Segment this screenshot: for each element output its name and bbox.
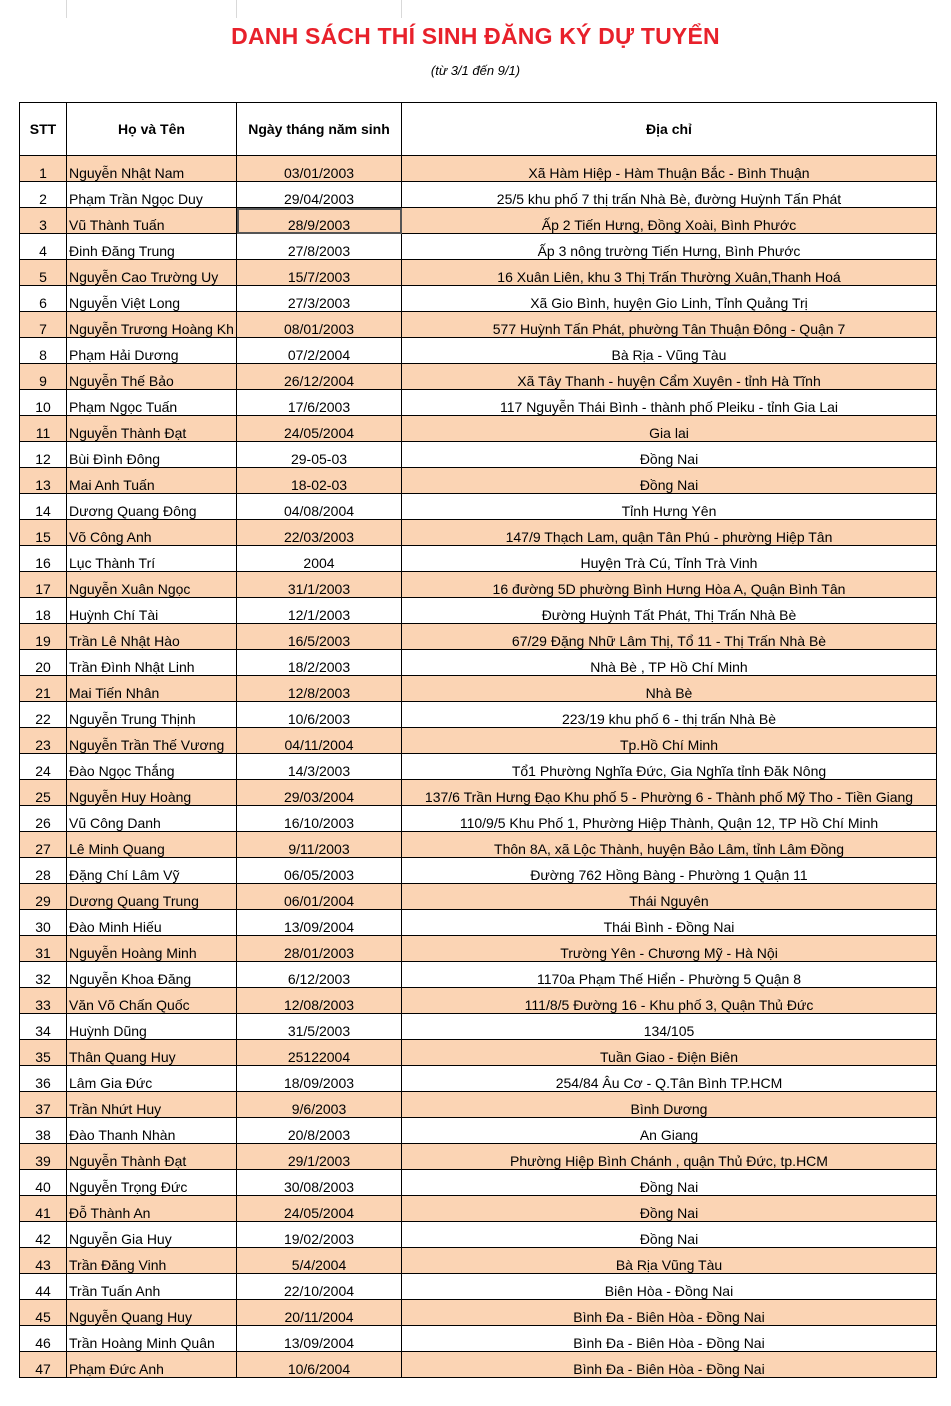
- cell-name[interactable]: Bùi Đình Đông: [67, 442, 237, 468]
- cell-stt[interactable]: 16: [20, 546, 67, 572]
- cell-stt[interactable]: 7: [20, 312, 67, 338]
- table-row: [20, 598, 937, 624]
- cell-dob[interactable]: 26/12/2004: [237, 364, 402, 390]
- cell-stt[interactable]: 25: [20, 780, 67, 806]
- table-row: [20, 1196, 937, 1222]
- cell-dob[interactable]: 27/8/2003: [237, 234, 402, 260]
- cell-stt[interactable]: 38: [20, 1118, 67, 1144]
- cell-address[interactable]: Tổ1 Phường Nghĩa Đức, Gia Nghĩa tỉnh Đăk Nông: [402, 754, 937, 780]
- cell-address[interactable]: Xã Hàm Hiệp - Hàm Thuận Bắc - Bình Thuận: [402, 156, 937, 182]
- cell-address[interactable]: 1170a Phạm Thế Hiển - Phường 5 Quận 8: [402, 962, 937, 988]
- table-row: [20, 988, 937, 1014]
- cell-address[interactable]: Tỉnh Hưng Yên: [402, 494, 937, 520]
- cell-dob[interactable]: 2004: [237, 546, 402, 572]
- cell-name[interactable]: Dương Quang Trung: [67, 884, 237, 910]
- cell-stt[interactable]: 23: [20, 728, 67, 754]
- table-row: [20, 936, 937, 962]
- cell-name[interactable]: Nguyễn Trương Hoàng Kh: [67, 312, 237, 338]
- cell-stt[interactable]: 8: [20, 338, 67, 364]
- table-row: [20, 572, 937, 598]
- gridline: [66, 0, 67, 18]
- cell-address[interactable]: Bình Đa - Biên Hòa - Đồng Nai: [402, 1326, 937, 1352]
- cell-name[interactable]: Lâm Gia Đức: [67, 1066, 237, 1092]
- cell-name[interactable]: Phạm Trần Ngọc Duy: [67, 182, 237, 208]
- cell-name[interactable]: Đào Minh Hiếu: [67, 910, 237, 936]
- cell-name[interactable]: Nguyễn Khoa Đăng: [67, 962, 237, 988]
- cell-address[interactable]: Đường Huỳnh Tất Phát, Thị Trấn Nhà Bè: [402, 598, 937, 624]
- cell-address[interactable]: Thái Bình - Đồng Nai: [402, 910, 937, 936]
- table-row: [20, 338, 937, 364]
- cell-address[interactable]: Đồng Nai: [402, 1170, 937, 1196]
- cell-dob[interactable]: 12/8/2003: [237, 676, 402, 702]
- cell-address[interactable]: 110/9/5 Khu Phố 1, Phường Hiệp Thành, Quận 12, TP Hồ Chí Minh: [402, 806, 937, 832]
- cell-address[interactable]: Huyện Trà Cú, Tỉnh Trà Vinh: [402, 546, 937, 572]
- cell-dob[interactable]: 16/10/2003: [237, 806, 402, 832]
- cell-name[interactable]: Nguyễn Cao Trường Uy: [67, 260, 237, 286]
- page-subtitle: (từ 3/1 đến 9/1): [430, 63, 521, 78]
- cell-name[interactable]: Mai Tiến Nhân: [67, 676, 237, 702]
- table-row: [20, 728, 937, 754]
- table-row: [20, 832, 937, 858]
- cell-dob[interactable]: 03/01/2003: [237, 156, 402, 182]
- cell-name[interactable]: Đào Thanh Nhàn: [67, 1118, 237, 1144]
- table-row: [20, 442, 937, 468]
- cell-stt[interactable]: 21: [20, 676, 67, 702]
- cell-dob[interactable]: 28/01/2003: [237, 936, 402, 962]
- cell-name[interactable]: Nguyễn Việt Long: [67, 286, 237, 312]
- cell-dob[interactable]: 06/05/2003: [237, 858, 402, 884]
- cell-address[interactable]: 16 Xuân Liên, khu 3 Thị Trấn Thường Xuân,Thanh Hoá: [402, 260, 937, 286]
- cell-stt[interactable]: 26: [20, 806, 67, 832]
- table-row: [20, 156, 937, 182]
- cell-stt[interactable]: 1: [20, 156, 67, 182]
- cell-dob[interactable]: 29/04/2003: [237, 182, 402, 208]
- cell-name[interactable]: Thân Quang Huy: [67, 1040, 237, 1066]
- cell-address[interactable]: Nhà Bè , TP Hồ Chí Minh: [402, 650, 937, 676]
- cell-address[interactable]: 137/6 Trần Hưng Đạo Khu phố 5 - Phường 6 - Thành phố Mỹ Tho - Tiền Giang: [402, 780, 937, 806]
- cell-name[interactable]: Trần Đình Nhật Linh: [67, 650, 237, 676]
- table-row: [20, 702, 937, 728]
- cell-dob[interactable]: 5/4/2004: [237, 1248, 402, 1274]
- cell-dob[interactable]: 14/3/2003: [237, 754, 402, 780]
- cell-address[interactable]: Ấp 3 nông trường Tiến Hưng, Bình Phước: [402, 234, 937, 260]
- cell-name[interactable]: Dương Quang Đông: [67, 494, 237, 520]
- cell-name[interactable]: Nguyễn Xuân Ngọc: [67, 572, 237, 598]
- cell-dob[interactable]: 06/01/2004: [237, 884, 402, 910]
- table-row: [20, 1040, 937, 1066]
- cell-address[interactable]: Bà Rịa Vũng Tàu: [402, 1248, 937, 1274]
- cell-stt[interactable]: 28: [20, 858, 67, 884]
- table-row: [20, 962, 937, 988]
- table-row: [20, 1274, 937, 1300]
- table-row: [20, 1222, 937, 1248]
- cell-address[interactable]: Thái Nguyên: [402, 884, 937, 910]
- table-row: [20, 1326, 937, 1352]
- candidate-table: [19, 102, 937, 1378]
- cell-dob[interactable]: 04/11/2004: [237, 728, 402, 754]
- cell-dob[interactable]: 30/08/2003: [237, 1170, 402, 1196]
- cell-stt[interactable]: 47: [20, 1352, 67, 1378]
- table-row: [20, 1248, 937, 1274]
- cell-stt[interactable]: 44: [20, 1274, 67, 1300]
- cell-dob[interactable]: 19/02/2003: [237, 1222, 402, 1248]
- cell-stt[interactable]: 24: [20, 754, 67, 780]
- cell-address[interactable]: Bà Rịa - Vũng Tàu: [402, 338, 937, 364]
- cell-address[interactable]: Thôn 8A, xã Lộc Thành, huyện Bảo Lâm, tỉnh Lâm Đồng: [402, 832, 937, 858]
- cell-stt[interactable]: 13: [20, 468, 67, 494]
- table-row: [20, 1170, 937, 1196]
- cell-stt[interactable]: 27: [20, 832, 67, 858]
- cell-stt[interactable]: 11: [20, 416, 67, 442]
- cell-dob[interactable]: 10/6/2004: [237, 1352, 402, 1378]
- cell-name[interactable]: Trần Lê Nhật Hào: [67, 624, 237, 650]
- cell-dob[interactable]: 24/05/2004: [237, 416, 402, 442]
- cell-address[interactable]: An Giang: [402, 1118, 937, 1144]
- table-row: [20, 234, 937, 260]
- cell-address[interactable]: 16 đường 5D phường Bình Hưng Hòa A, Quận Bình Tân: [402, 572, 937, 598]
- cell-name[interactable]: Lục Thành Trí: [67, 546, 237, 572]
- cell-name[interactable]: Đinh Đăng Trung: [67, 234, 237, 260]
- cell-name[interactable]: Nguyễn Nhật Nam: [67, 156, 237, 182]
- table-row: [20, 858, 937, 884]
- cell-address[interactable]: 223/19 khu phố 6 - thị trấn Nhà Bè: [402, 702, 937, 728]
- cell-address[interactable]: Đồng Nai: [402, 1196, 937, 1222]
- cell-stt[interactable]: 41: [20, 1196, 67, 1222]
- table-row: [20, 624, 937, 650]
- cell-address[interactable]: Ấp 2 Tiến Hưng, Đồng Xoài, Bình Phước: [402, 208, 937, 234]
- table-row: [20, 364, 937, 390]
- cell-name[interactable]: Nguyễn Trung Thịnh: [67, 702, 237, 728]
- cell-name[interactable]: Vũ Thành Tuấn: [67, 208, 237, 234]
- cell-stt[interactable]: 15: [20, 520, 67, 546]
- table-row: [20, 1352, 937, 1378]
- cell-address[interactable]: Bình Đa - Biên Hòa - Đồng Nai: [402, 1352, 937, 1378]
- table-row: [20, 1300, 937, 1326]
- page-title: DANH SÁCH THÍ SINH ĐĂNG KÝ DỰ TUYỂN: [231, 23, 720, 49]
- table-row: [20, 754, 937, 780]
- cell-stt[interactable]: 12: [20, 442, 67, 468]
- cell-address[interactable]: 111/8/5 Đường 16 - Khu phố 3, Quận Thủ Đức: [402, 988, 937, 1014]
- cell-address[interactable]: 254/84 Âu Cơ - Q.Tân Bình TP.HCM: [402, 1066, 937, 1092]
- cell-stt[interactable]: 46: [20, 1326, 67, 1352]
- cell-dob[interactable]: 20/11/2004: [237, 1300, 402, 1326]
- cell-address[interactable]: Đồng Nai: [402, 442, 937, 468]
- cell-name[interactable]: Trần Đăng Vinh: [67, 1248, 237, 1274]
- cell-dob[interactable]: 17/6/2003: [237, 390, 402, 416]
- table-row: [20, 780, 937, 806]
- cell-dob[interactable]: 13/09/2004: [237, 910, 402, 936]
- cell-name[interactable]: Nguyễn Thế Bảo: [67, 364, 237, 390]
- cell-stt[interactable]: 2: [20, 182, 67, 208]
- cell-address[interactable]: Gia lai: [402, 416, 937, 442]
- cell-name[interactable]: Phạm Ngọc Tuấn: [67, 390, 237, 416]
- table-row: [20, 494, 937, 520]
- cell-name[interactable]: Đỗ Thành An: [67, 1196, 237, 1222]
- table-row: [20, 1014, 937, 1040]
- cell-address[interactable]: Bình Đa - Biên Hòa - Đồng Nai: [402, 1300, 937, 1326]
- cell-dob[interactable]: 25122004: [237, 1040, 402, 1066]
- cell-address[interactable]: Bình Dương: [402, 1092, 937, 1118]
- cell-address[interactable]: Tp.Hồ Chí Minh: [402, 728, 937, 754]
- cell-name[interactable]: Huỳnh Chí Tài: [67, 598, 237, 624]
- cell-stt[interactable]: 29: [20, 884, 67, 910]
- cell-name[interactable]: Nguyễn Trọng Đức: [67, 1170, 237, 1196]
- table-row: [20, 416, 937, 442]
- cell-dob[interactable]: 07/2/2004: [237, 338, 402, 364]
- cell-stt[interactable]: 19: [20, 624, 67, 650]
- cell-dob[interactable]: 18/09/2003: [237, 1066, 402, 1092]
- cell-stt[interactable]: 14: [20, 494, 67, 520]
- cell-dob[interactable]: 18/2/2003: [237, 650, 402, 676]
- cell-name[interactable]: Văn Võ Chấn Quốc: [67, 988, 237, 1014]
- table-row: [20, 390, 937, 416]
- cell-dob[interactable]: 13/09/2004: [237, 1326, 402, 1352]
- cell-dob[interactable]: 04/08/2004: [237, 494, 402, 520]
- cell-name[interactable]: Nguyễn Huy Hoàng: [67, 780, 237, 806]
- cell-name[interactable]: Trần Nhứt Huy: [67, 1092, 237, 1118]
- header-dob[interactable]: Ngày tháng năm sinh: [237, 103, 402, 156]
- cell-name[interactable]: Đặng Chí Lâm Vỹ: [67, 858, 237, 884]
- cell-dob[interactable]: 29/1/2003: [237, 1144, 402, 1170]
- cell-stt[interactable]: 36: [20, 1066, 67, 1092]
- cell-name[interactable]: Nguyễn Gia Huy: [67, 1222, 237, 1248]
- cell-dob[interactable]: 22/10/2004: [237, 1274, 402, 1300]
- cell-name[interactable]: Mai Anh Tuấn: [67, 468, 237, 494]
- cell-stt[interactable]: 40: [20, 1170, 67, 1196]
- table-row: [20, 260, 937, 286]
- cell-dob[interactable]: 27/3/2003: [237, 286, 402, 312]
- cell-stt[interactable]: 10: [20, 390, 67, 416]
- cell-stt[interactable]: 42: [20, 1222, 67, 1248]
- cell-stt[interactable]: 9: [20, 364, 67, 390]
- cell-stt[interactable]: 20: [20, 650, 67, 676]
- cell-dob[interactable]: 10/6/2003: [237, 702, 402, 728]
- table-row: [20, 650, 937, 676]
- cell-stt[interactable]: 6: [20, 286, 67, 312]
- header-name[interactable]: Họ và Tên: [67, 103, 237, 156]
- gridline: [236, 0, 237, 18]
- cell-address[interactable]: Đồng Nai: [402, 468, 937, 494]
- table-row: [20, 884, 937, 910]
- cell-stt[interactable]: 17: [20, 572, 67, 598]
- cell-stt[interactable]: 18: [20, 598, 67, 624]
- cell-stt[interactable]: 4: [20, 234, 67, 260]
- cell-dob[interactable]: 20/8/2003: [237, 1118, 402, 1144]
- cell-stt[interactable]: 22: [20, 702, 67, 728]
- cell-address[interactable]: Biên Hòa - Đồng Nai: [402, 1274, 937, 1300]
- cell-name[interactable]: Trần Tuấn Anh: [67, 1274, 237, 1300]
- gridline: [401, 0, 402, 18]
- cell-name[interactable]: Nguyễn Thành Đạt: [67, 1144, 237, 1170]
- cell-address[interactable]: 577 Huỳnh Tấn Phát, phường Tân Thuận Đông - Quận 7: [402, 312, 937, 338]
- cell-name[interactable]: Nguyễn Quang Huy: [67, 1300, 237, 1326]
- table-row: [20, 182, 937, 208]
- cell-stt[interactable]: 30: [20, 910, 67, 936]
- cell-dob[interactable]: 15/7/2003: [237, 260, 402, 286]
- cell-name[interactable]: Nguyễn Hoàng Minh: [67, 936, 237, 962]
- table-row: [20, 546, 937, 572]
- cell-stt[interactable]: 5: [20, 260, 67, 286]
- table-row: [20, 312, 937, 338]
- table-row: [20, 208, 937, 234]
- table-row: [20, 1066, 937, 1092]
- cell-stt[interactable]: 31: [20, 936, 67, 962]
- cell-dob[interactable]: 16/5/2003: [237, 624, 402, 650]
- table-row: [20, 910, 937, 936]
- cell-address[interactable]: Đồng Nai: [402, 1222, 937, 1248]
- cell-dob[interactable]: 6/12/2003: [237, 962, 402, 988]
- cell-dob[interactable]: 9/6/2003: [237, 1092, 402, 1118]
- cell-address[interactable]: Xã Gio Bình, huyện Gio Linh, Tỉnh Quảng Trị: [402, 286, 937, 312]
- cell-address[interactable]: 25/5 khu phố 7 thị trấn Nhà Bè, đường Huỳnh Tấn Phát: [402, 182, 937, 208]
- table-row: [20, 676, 937, 702]
- header-stt[interactable]: STT: [20, 103, 67, 156]
- cell-dob[interactable]: 29/03/2004: [237, 780, 402, 806]
- cell-name[interactable]: Trần Hoàng Minh Quân: [67, 1326, 237, 1352]
- cell-stt[interactable]: 34: [20, 1014, 67, 1040]
- cell-stt[interactable]: 33: [20, 988, 67, 1014]
- cell-dob[interactable]: 08/01/2003: [237, 312, 402, 338]
- cell-dob[interactable]: 12/08/2003: [237, 988, 402, 1014]
- cell-dob[interactable]: 12/1/2003: [237, 598, 402, 624]
- cell-name[interactable]: Võ Công Anh: [67, 520, 237, 546]
- cell-address[interactable]: Tuần Giao - Điện Biên: [402, 1040, 937, 1066]
- table-row: [20, 468, 937, 494]
- cell-address[interactable]: 147/9 Thạch Lam, quận Tân Phú - phường Hiệp Tân: [402, 520, 937, 546]
- cell-name[interactable]: Nguyễn Trần Thế Vương: [67, 728, 237, 754]
- cell-address[interactable]: 134/105: [402, 1014, 937, 1040]
- cell-dob[interactable]: 29-05-03: [237, 442, 402, 468]
- cell-name[interactable]: Phạm Đức Anh: [67, 1352, 237, 1378]
- cell-address[interactable]: Phường Hiệp Bình Chánh , quận Thủ Đức, tp.HCM: [402, 1144, 937, 1170]
- cell-dob[interactable]: 31/1/2003: [237, 572, 402, 598]
- header-address[interactable]: Địa chỉ: [402, 103, 937, 156]
- cell-name[interactable]: Lê Minh Quang: [67, 832, 237, 858]
- cell-dob[interactable]: 18-02-03: [237, 468, 402, 494]
- table-row: [20, 1092, 937, 1118]
- cell-dob[interactable]: 28/9/2003: [237, 208, 402, 234]
- table-row: [20, 520, 937, 546]
- cell-address[interactable]: Nhà Bè: [402, 676, 937, 702]
- cell-dob[interactable]: 9/11/2003: [237, 832, 402, 858]
- cell-stt[interactable]: 35: [20, 1040, 67, 1066]
- cell-address[interactable]: 117 Nguyễn Thái Bình - thành phố Pleiku - tỉnh Gia Lai: [402, 390, 937, 416]
- cell-dob[interactable]: 22/03/2003: [237, 520, 402, 546]
- cell-name[interactable]: Phạm Hải Dương: [67, 338, 237, 364]
- cell-stt[interactable]: 3: [20, 208, 67, 234]
- cell-stt[interactable]: 32: [20, 962, 67, 988]
- table-row: [20, 806, 937, 832]
- cell-name[interactable]: Nguyễn Thành Đạt: [67, 416, 237, 442]
- table-row: [20, 1144, 937, 1170]
- cell-stt[interactable]: 45: [20, 1300, 67, 1326]
- cell-dob[interactable]: 24/05/2004: [237, 1196, 402, 1222]
- table-row: [20, 1118, 937, 1144]
- cell-name[interactable]: Đào Ngọc Thắng: [67, 754, 237, 780]
- cell-stt[interactable]: 43: [20, 1248, 67, 1274]
- cell-address[interactable]: Đường 762 Hồng Bàng - Phường 1 Quận 11: [402, 858, 937, 884]
- cell-stt[interactable]: 37: [20, 1092, 67, 1118]
- cell-address[interactable]: Xã Tây Thanh - huyện Cẩm Xuyên - tỉnh Hà Tĩnh: [402, 364, 937, 390]
- cell-address[interactable]: 67/29 Đặng Nhữ Lâm Thị, Tổ 11 - Thị Trấn Nhà Bè: [402, 624, 937, 650]
- header-row: [20, 103, 937, 156]
- table-row: [20, 286, 937, 312]
- cell-dob[interactable]: 31/5/2003: [237, 1014, 402, 1040]
- cell-stt[interactable]: 39: [20, 1144, 67, 1170]
- cell-name[interactable]: Vũ Công Danh: [67, 806, 237, 832]
- cell-name[interactable]: Huỳnh Dũng: [67, 1014, 237, 1040]
- cell-address[interactable]: Trường Yên - Chương Mỹ - Hà Nội: [402, 936, 937, 962]
